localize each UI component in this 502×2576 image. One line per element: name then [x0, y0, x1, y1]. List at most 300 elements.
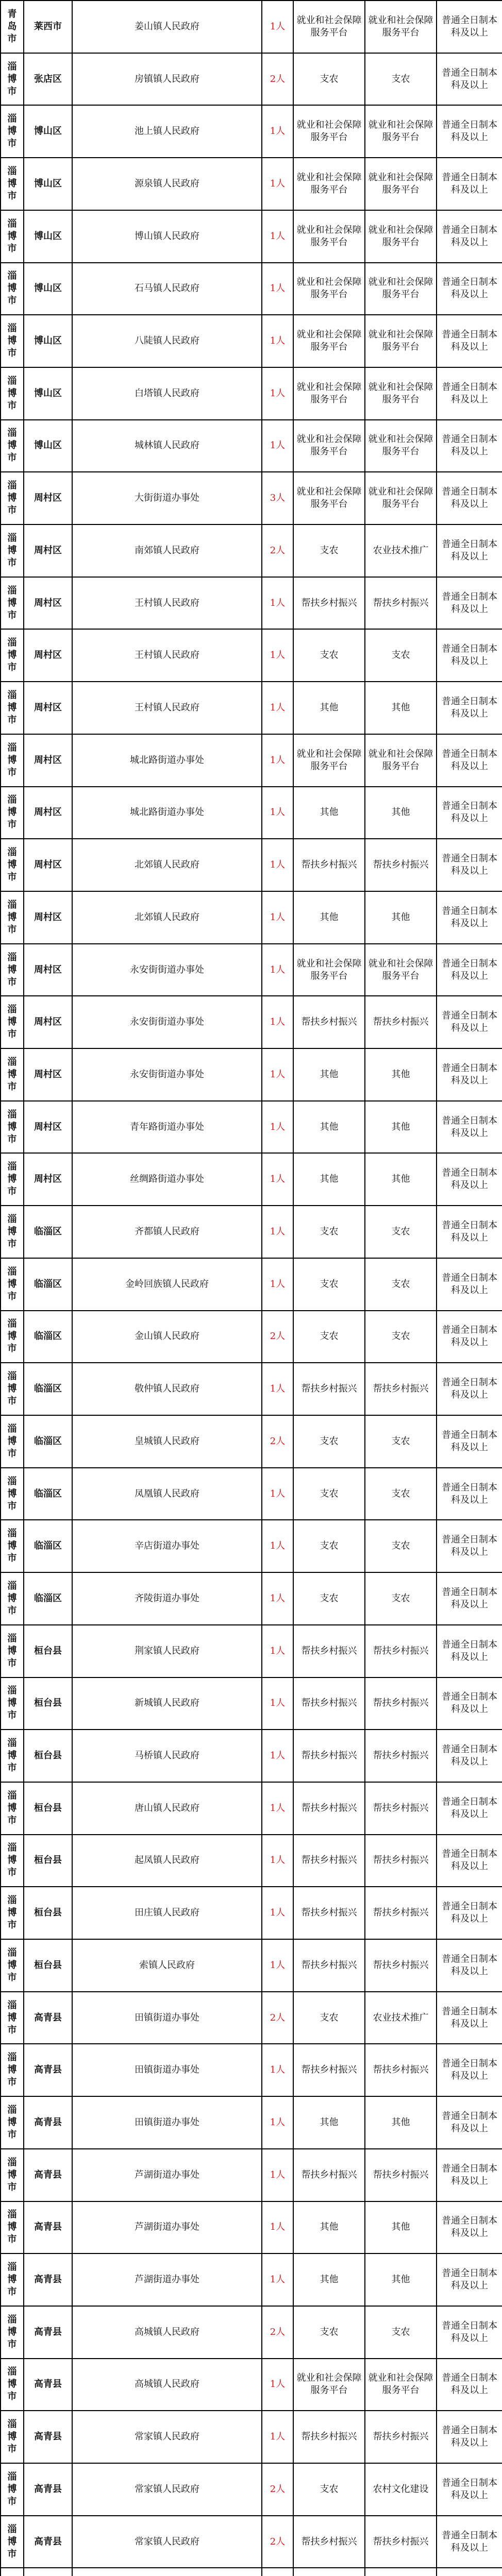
unit-cell: 芦湖街道办事处 [72, 2253, 262, 2306]
category-cell: 支农 [293, 1572, 365, 1625]
district-cell: 周村区 [24, 524, 72, 577]
district-cell: 临淄区 [24, 1415, 72, 1468]
education-cell [437, 2568, 502, 2576]
count-cell: 2人 [262, 1311, 293, 1363]
position-cell: 其他 [365, 1101, 437, 1154]
education-cell: 普通全日制本科及以上 [437, 2096, 502, 2149]
table-row [1, 420, 502, 472]
education-cell: 普通全日制本科及以上 [437, 2411, 502, 2463]
unit-cell: 高城镇人民政府 [72, 2359, 262, 2411]
city-cell: 淄博市 [1, 1730, 24, 1782]
count-cell: 2人 [262, 1992, 293, 2044]
count-cell: 1人 [262, 1468, 293, 1520]
table-row [1, 2096, 502, 2149]
city-cell: 淄博市 [1, 1363, 24, 1415]
count-cell: 1人 [262, 1, 293, 53]
education-cell: 普通全日制本科及以上 [437, 1101, 502, 1154]
table-row [1, 629, 502, 682]
count-cell: 1人 [262, 2411, 293, 2463]
education-cell: 普通全日制本科及以上 [437, 1730, 502, 1782]
unit-cell: 八陡镇人民政府 [72, 315, 262, 367]
district-cell: 高青县 [24, 2516, 72, 2568]
category-cell: 支农 [293, 2306, 365, 2359]
unit-cell: 索镇人民政府 [72, 1939, 262, 1992]
district-cell: 周村区 [24, 734, 72, 787]
unit-cell: 永安街街道办事处 [72, 944, 262, 996]
position-cell: 农村文化建设 [365, 2463, 437, 2516]
table-row [1, 1939, 502, 1992]
position-cell: 就业和社会保障服务平台 [365, 472, 437, 524]
count-cell: 1人 [262, 367, 293, 420]
unit-cell: 常家镇人民政府 [72, 2516, 262, 2568]
position-cell: 帮扶乡村振兴 [365, 839, 437, 891]
district-cell: 桓台县 [24, 1835, 72, 1887]
position-cell: 就业和社会保障服务平台 [365, 2359, 437, 2411]
district-cell: 博山区 [24, 105, 72, 158]
unit-cell: 大街街道办事处 [72, 472, 262, 524]
count-cell: 1人 [262, 787, 293, 839]
city-cell: 淄博市 [1, 315, 24, 367]
district-cell: 博山区 [24, 420, 72, 472]
education-cell: 普通全日制本科及以上 [437, 2359, 502, 2411]
education-cell: 普通全日制本科及以上 [437, 2044, 502, 2096]
count-cell: 1人 [262, 1677, 293, 1730]
category-cell: 支农 [293, 53, 365, 106]
category-cell: 其他 [293, 1048, 365, 1101]
table-row [1, 2463, 502, 2516]
position-cell: 帮扶乡村振兴 [365, 1835, 437, 1887]
position-cell: 就业和社会保障服务平台 [365, 367, 437, 420]
category-cell: 支农 [293, 2463, 365, 2516]
count-cell: 1人 [262, 1625, 293, 1677]
table-row [1, 1153, 502, 1206]
district-cell [24, 2568, 72, 2576]
position-cell: 就业和社会保障服务平台 [365, 420, 437, 472]
count-cell: 1人 [262, 1730, 293, 1782]
city-cell: 淄博市 [1, 263, 24, 315]
position-cell: 帮扶乡村振兴 [365, 1939, 437, 1992]
count-cell: 3人 [262, 472, 293, 524]
unit-cell: 金岭回族镇人民政府 [72, 1258, 262, 1311]
city-cell [1, 2568, 24, 2576]
district-cell: 周村区 [24, 891, 72, 944]
position-cell: 帮扶乡村振兴 [365, 577, 437, 630]
category-cell: 就业和社会保障服务平台 [293, 315, 365, 367]
table-row [1, 682, 502, 734]
unit-cell: 荆家镇人民政府 [72, 1625, 262, 1677]
district-cell: 张店区 [24, 53, 72, 106]
position-cell: 其他 [365, 2201, 437, 2254]
unit-cell: 马桥镇人民政府 [72, 1730, 262, 1782]
unit-cell: 唐山镇人民政府 [72, 1782, 262, 1835]
city-cell: 淄博市 [1, 472, 24, 524]
category-cell: 支农 [293, 1258, 365, 1311]
city-cell: 淄博市 [1, 1939, 24, 1992]
education-cell: 普通全日制本科及以上 [437, 577, 502, 630]
district-cell: 高青县 [24, 2096, 72, 2149]
category-cell: 其他 [293, 2201, 365, 2254]
table-row [1, 2149, 502, 2201]
count-cell: 1人 [262, 1258, 293, 1311]
count-cell: 1人 [262, 1153, 293, 1206]
unit-cell: 石马镇人民政府 [72, 263, 262, 315]
city-cell: 淄博市 [1, 2201, 24, 2254]
category-cell: 帮扶乡村振兴 [293, 1677, 365, 1730]
position-cell: 帮扶乡村振兴 [365, 1363, 437, 1415]
city-cell: 淄博市 [1, 524, 24, 577]
education-cell: 普通全日制本科及以上 [437, 1415, 502, 1468]
count-cell: 1人 [262, 2359, 293, 2411]
position-cell: 农业技术推广 [365, 524, 437, 577]
count-cell: 2人 [262, 2516, 293, 2568]
district-cell: 莱西市 [24, 1, 72, 53]
category-cell: 帮扶乡村振兴 [293, 1730, 365, 1782]
city-cell: 青岛市 [1, 1, 24, 53]
education-cell: 普通全日制本科及以上 [437, 1363, 502, 1415]
city-cell: 淄博市 [1, 577, 24, 630]
city-cell: 淄博市 [1, 839, 24, 891]
district-cell: 临淄区 [24, 1258, 72, 1311]
unit-cell: 芦湖街道办事处 [72, 2201, 262, 2254]
district-cell: 高青县 [24, 2044, 72, 2096]
education-cell: 普通全日制本科及以上 [437, 1625, 502, 1677]
table-body [1, 1, 502, 2576]
position-cell: 支农 [365, 1311, 437, 1363]
table-row [1, 1, 502, 53]
position-cell: 其他 [365, 1153, 437, 1206]
city-cell: 淄博市 [1, 2411, 24, 2463]
table-row [1, 2411, 502, 2463]
education-cell: 普通全日制本科及以上 [437, 1677, 502, 1730]
district-cell: 桓台县 [24, 1677, 72, 1730]
city-cell: 淄博市 [1, 996, 24, 1048]
city-cell: 淄博市 [1, 734, 24, 787]
city-cell: 淄博市 [1, 1206, 24, 1258]
table-row [1, 210, 502, 263]
unit-cell: 新城镇人民政府 [72, 1677, 262, 1730]
position-cell: 其他 [365, 682, 437, 734]
count-cell: 1人 [262, 105, 293, 158]
count-cell: 1人 [262, 2044, 293, 2096]
education-cell: 普通全日制本科及以上 [437, 2201, 502, 2254]
education-cell: 普通全日制本科及以上 [437, 1572, 502, 1625]
city-cell: 淄博市 [1, 2516, 24, 2568]
unit-cell: 池上镇人民政府 [72, 105, 262, 158]
table-row [1, 839, 502, 891]
table-row [1, 1782, 502, 1835]
city-cell: 淄博市 [1, 1520, 24, 1572]
unit-cell: 王村镇人民政府 [72, 682, 262, 734]
unit-cell: 田庄镇人民政府 [72, 1887, 262, 1939]
city-cell: 淄博市 [1, 2359, 24, 2411]
district-cell: 周村区 [24, 996, 72, 1048]
education-cell: 普通全日制本科及以上 [437, 996, 502, 1048]
category-cell: 支农 [293, 524, 365, 577]
city-cell: 淄博市 [1, 1258, 24, 1311]
education-cell: 普通全日制本科及以上 [437, 1206, 502, 1258]
district-cell: 周村区 [24, 629, 72, 682]
district-cell: 高青县 [24, 2463, 72, 2516]
city-cell: 淄博市 [1, 1415, 24, 1468]
district-cell: 临淄区 [24, 1520, 72, 1572]
position-cell: 其他 [365, 2253, 437, 2306]
count-cell: 1人 [262, 1206, 293, 1258]
category-cell: 支农 [293, 1520, 365, 1572]
city-cell: 淄博市 [1, 1992, 24, 2044]
table-row [1, 1520, 502, 1572]
table-row [1, 2359, 502, 2411]
education-cell: 普通全日制本科及以上 [437, 682, 502, 734]
city-cell: 淄博市 [1, 105, 24, 158]
unit-cell [72, 2568, 262, 2576]
table-row [1, 2516, 502, 2568]
unit-cell: 青年路街道办事处 [72, 1101, 262, 1154]
district-cell: 周村区 [24, 1101, 72, 1154]
district-cell: 周村区 [24, 682, 72, 734]
table-row [1, 1625, 502, 1677]
district-cell: 高青县 [24, 2411, 72, 2463]
count-cell: 1人 [262, 1572, 293, 1625]
district-cell: 周村区 [24, 787, 72, 839]
table-row [1, 1258, 502, 1311]
count-cell: 1人 [262, 1520, 293, 1572]
count-cell: 1人 [262, 1101, 293, 1154]
district-cell: 桓台县 [24, 1730, 72, 1782]
position-cell: 帮扶乡村振兴 [365, 2149, 437, 2201]
count-cell: 2人 [262, 53, 293, 106]
count-cell: 1人 [262, 682, 293, 734]
position-cell: 就业和社会保障服务平台 [365, 1, 437, 53]
category-cell: 就业和社会保障服务平台 [293, 420, 365, 472]
position-cell: 帮扶乡村振兴 [365, 996, 437, 1048]
unit-cell: 城北路街道办事处 [72, 787, 262, 839]
count-cell: 1人 [262, 2149, 293, 2201]
position-cell: 支农 [365, 1206, 437, 1258]
district-cell: 高青县 [24, 2359, 72, 2411]
position-cell: 帮扶乡村振兴 [365, 1677, 437, 1730]
table-row [1, 263, 502, 315]
table-row [1, 53, 502, 106]
unit-cell: 王村镇人民政府 [72, 577, 262, 630]
unit-cell: 齐都镇人民政府 [72, 1206, 262, 1258]
table-row [1, 1730, 502, 1782]
unit-cell: 田镇街道办事处 [72, 2044, 262, 2096]
unit-cell: 永安街街道办事处 [72, 1048, 262, 1101]
education-cell: 普通全日制本科及以上 [437, 1887, 502, 1939]
district-cell: 桓台县 [24, 1782, 72, 1835]
table-row [1, 2201, 502, 2254]
position-cell: 就业和社会保障服务平台 [365, 944, 437, 996]
count-cell: 1人 [262, 158, 293, 210]
position-cell: 就业和社会保障服务平台 [365, 734, 437, 787]
city-cell: 淄博市 [1, 944, 24, 996]
count-cell: 1人 [262, 1782, 293, 1835]
count-cell: 1人 [262, 1835, 293, 1887]
table-row [1, 734, 502, 787]
district-cell: 周村区 [24, 839, 72, 891]
unit-cell: 王村镇人民政府 [72, 629, 262, 682]
category-cell: 帮扶乡村振兴 [293, 996, 365, 1048]
table-row [1, 577, 502, 630]
category-cell: 支农 [293, 1206, 365, 1258]
district-cell: 桓台县 [24, 1625, 72, 1677]
position-cell: 支农 [365, 53, 437, 106]
education-cell: 普通全日制本科及以上 [437, 1520, 502, 1572]
category-cell: 其他 [293, 1153, 365, 1206]
table-row [1, 2253, 502, 2306]
education-cell: 普通全日制本科及以上 [437, 787, 502, 839]
unit-cell: 北郊镇人民政府 [72, 891, 262, 944]
count-cell: 2人 [262, 2463, 293, 2516]
education-cell: 普通全日制本科及以上 [437, 210, 502, 263]
category-cell: 帮扶乡村振兴 [293, 2411, 365, 2463]
education-cell: 普通全日制本科及以上 [437, 53, 502, 106]
education-cell: 普通全日制本科及以上 [437, 1468, 502, 1520]
position-cell: 支农 [365, 1572, 437, 1625]
unit-cell: 常家镇人民政府 [72, 2463, 262, 2516]
district-cell: 周村区 [24, 577, 72, 630]
position-cell: 农业技术推广 [365, 1992, 437, 2044]
unit-cell: 常家镇人民政府 [72, 2411, 262, 2463]
district-cell: 博山区 [24, 158, 72, 210]
count-cell: 1人 [262, 2096, 293, 2149]
count-cell: 1人 [262, 2201, 293, 2254]
city-cell: 淄博市 [1, 2306, 24, 2359]
education-cell: 普通全日制本科及以上 [437, 1311, 502, 1363]
position-cell: 帮扶乡村振兴 [365, 1625, 437, 1677]
count-cell: 2人 [262, 524, 293, 577]
city-cell: 淄博市 [1, 1468, 24, 1520]
table-row [1, 524, 502, 577]
district-cell: 周村区 [24, 944, 72, 996]
table-row [1, 158, 502, 210]
count-cell: 1人 [262, 315, 293, 367]
city-cell: 淄博市 [1, 1311, 24, 1363]
position-cell: 支农 [365, 1258, 437, 1311]
education-cell: 普通全日制本科及以上 [437, 158, 502, 210]
table-row [1, 1363, 502, 1415]
education-cell: 普通全日制本科及以上 [437, 1258, 502, 1311]
city-cell: 淄博市 [1, 2149, 24, 2201]
district-cell: 周村区 [24, 1153, 72, 1206]
unit-cell: 源泉镇人民政府 [72, 158, 262, 210]
city-cell: 淄博市 [1, 53, 24, 106]
education-cell: 普通全日制本科及以上 [437, 2516, 502, 2568]
education-cell: 普通全日制本科及以上 [437, 1939, 502, 1992]
unit-cell: 金山镇人民政府 [72, 1311, 262, 1363]
category-cell: 支农 [293, 1992, 365, 2044]
position-cell: 支农 [365, 2306, 437, 2359]
position-cell: 就业和社会保障服务平台 [365, 210, 437, 263]
district-cell: 临淄区 [24, 1311, 72, 1363]
position-cell: 支农 [365, 1415, 437, 1468]
category-cell: 帮扶乡村振兴 [293, 2044, 365, 2096]
district-cell: 博山区 [24, 367, 72, 420]
category-cell: 帮扶乡村振兴 [293, 2516, 365, 2568]
education-cell: 普通全日制本科及以上 [437, 105, 502, 158]
category-cell: 就业和社会保障服务平台 [293, 944, 365, 996]
count-cell: 1人 [262, 839, 293, 891]
education-cell: 普通全日制本科及以上 [437, 839, 502, 891]
category-cell: 就业和社会保障服务平台 [293, 158, 365, 210]
table-row [1, 2568, 502, 2576]
education-cell: 普通全日制本科及以上 [437, 524, 502, 577]
position-cell [365, 2568, 437, 2576]
city-cell: 淄博市 [1, 1048, 24, 1101]
table-row [1, 1311, 502, 1363]
unit-cell: 齐陵街道办事处 [72, 1572, 262, 1625]
position-cell: 就业和社会保障服务平台 [365, 263, 437, 315]
position-cell: 支农 [365, 629, 437, 682]
category-cell: 帮扶乡村振兴 [293, 577, 365, 630]
table-row [1, 1206, 502, 1258]
count-cell: 1人 [262, 1363, 293, 1415]
education-cell: 普通全日制本科及以上 [437, 629, 502, 682]
count-cell: 2人 [262, 1415, 293, 1468]
position-cell: 其他 [365, 891, 437, 944]
count-cell: 1人 [262, 996, 293, 1048]
city-cell: 淄博市 [1, 210, 24, 263]
district-cell: 临淄区 [24, 1468, 72, 1520]
unit-cell: 丝绸路街道办事处 [72, 1153, 262, 1206]
education-cell: 普通全日制本科及以上 [437, 420, 502, 472]
category-cell: 帮扶乡村振兴 [293, 1939, 365, 1992]
count-cell [262, 2568, 293, 2576]
unit-cell: 凤凰镇人民政府 [72, 1468, 262, 1520]
unit-cell: 城林镇人民政府 [72, 420, 262, 472]
unit-cell: 南郊镇人民政府 [72, 524, 262, 577]
count-cell: 1人 [262, 1887, 293, 1939]
city-cell: 淄博市 [1, 1835, 24, 1887]
position-cell: 支农 [365, 1520, 437, 1572]
unit-cell: 田镇街道办事处 [72, 1992, 262, 2044]
category-cell: 其他 [293, 1101, 365, 1154]
count-cell: 1人 [262, 2253, 293, 2306]
city-cell: 淄博市 [1, 1677, 24, 1730]
unit-cell: 城北路街道办事处 [72, 734, 262, 787]
district-cell: 博山区 [24, 315, 72, 367]
district-cell: 博山区 [24, 263, 72, 315]
category-cell: 就业和社会保障服务平台 [293, 734, 365, 787]
table-row [1, 1677, 502, 1730]
unit-cell: 田镇街道办事处 [72, 2096, 262, 2149]
unit-cell: 房镇镇人民政府 [72, 53, 262, 106]
category-cell: 其他 [293, 891, 365, 944]
education-cell: 普通全日制本科及以上 [437, 1153, 502, 1206]
category-cell: 帮扶乡村振兴 [293, 1782, 365, 1835]
city-cell: 淄博市 [1, 2253, 24, 2306]
district-cell: 桓台县 [24, 1887, 72, 1939]
city-cell: 淄博市 [1, 367, 24, 420]
category-cell: 支农 [293, 1311, 365, 1363]
category-cell: 就业和社会保障服务平台 [293, 367, 365, 420]
city-cell: 淄博市 [1, 891, 24, 944]
unit-cell: 姜山镇人民政府 [72, 1, 262, 53]
count-cell: 1人 [262, 891, 293, 944]
education-cell: 普通全日制本科及以上 [437, 734, 502, 787]
education-cell: 普通全日制本科及以上 [437, 891, 502, 944]
category-cell: 就业和社会保障服务平台 [293, 2359, 365, 2411]
table-row [1, 472, 502, 524]
district-cell: 高青县 [24, 2306, 72, 2359]
position-cell: 帮扶乡村振兴 [365, 2516, 437, 2568]
count-cell: 1人 [262, 734, 293, 787]
count-cell: 1人 [262, 420, 293, 472]
district-cell: 周村区 [24, 1048, 72, 1101]
city-cell: 淄博市 [1, 787, 24, 839]
table-row [1, 1572, 502, 1625]
count-cell: 1人 [262, 1048, 293, 1101]
